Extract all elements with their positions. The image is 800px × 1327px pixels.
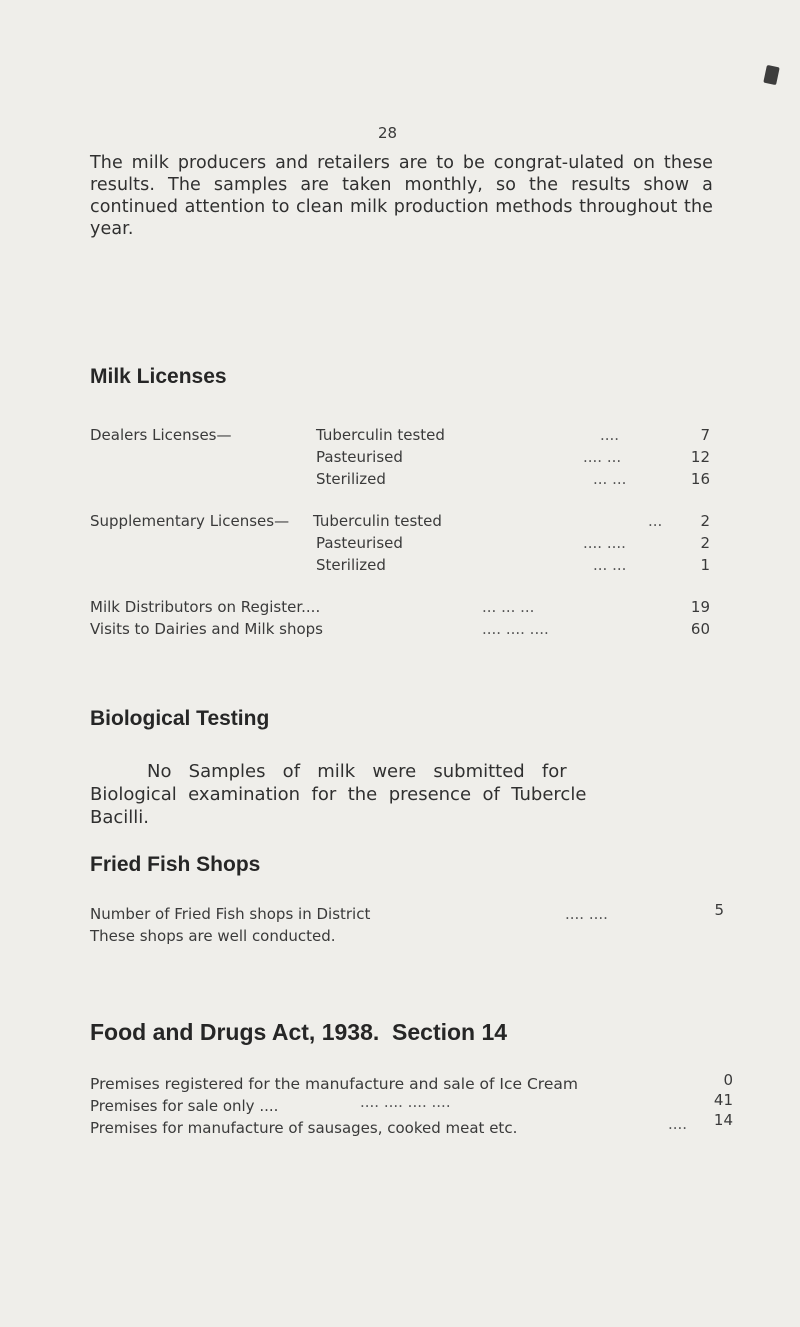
milk-licenses-heading: Milk Licenses [90,365,227,388]
supplementary-row-dots: ... [648,512,663,530]
supplementary-row-dots: .... .... [583,534,626,552]
dairy-visits-label: Visits to Dairies and Milk shops [90,620,323,638]
food-drugs-row-label: Premises for manufacture of sausages, cooked meat etc. [90,1119,518,1137]
fried-fish-count-label: Number of Fried Fish shops in District [90,905,371,923]
dairy-visits-value: 60 [690,620,710,638]
biological-testing-heading: Biological Testing [90,707,270,730]
biological-text-line: Biological examination for the presence of Tubercle [90,784,587,805]
dealers-row-label: Sterilized [316,470,386,488]
fried-fish-count-value: 5 [714,901,724,919]
corner-mark [763,65,779,85]
biological-text-line: No Samples of milk were submitted for [147,761,567,782]
supplementary-row-dots: ... ... [593,556,627,574]
page-number: 28 [378,124,398,142]
fried-fish-note: These shops are well conducted. [90,927,336,945]
food-drugs-row-value: 41 [713,1091,733,1109]
dealers-licenses-label: Dealers Licenses— [90,426,232,444]
intro-paragraph: The milk producers and retailers are to be congrat-ulated on these results. The samples are taken monthly, so the results show a continued attention to clean milk production methods throughout the year. [90,153,713,239]
dealers-row-dots: ... ... [593,470,627,488]
food-drugs-row-label: Premises for sale only .... [90,1097,279,1115]
supplementary-row-value: 2 [700,534,710,552]
supplementary-row-value: 2 [700,512,710,530]
biological-text-line: Bacilli. [90,807,150,828]
food-drugs-row-label: Premises registered for the manufacture and sale of Ice Cream [90,1075,578,1093]
dealers-row-value: 7 [700,426,710,444]
milk-distributors-label: Milk Distributors on Register.... [90,598,321,616]
milk-distributors-dots: ... ... ... [482,598,535,616]
dealers-row-label: Pasteurised [316,448,403,466]
food-drugs-row-dots: .... [668,1115,688,1133]
dealers-row-value: 12 [690,448,710,466]
supplementary-row-value: 1 [700,556,710,574]
dealers-row-dots: .... ... [583,448,622,466]
food-drugs-heading: Food and Drugs Act, 1938. Section 14 [90,1019,508,1045]
supplementary-licenses-label: Supplementary Licenses— [90,512,290,530]
dairy-visits-dots: .... .... .... [482,620,549,638]
food-drugs-row-value: 14 [713,1111,733,1129]
supplementary-row-label: Pasteurised [316,534,403,552]
dealers-row-dots: .... [600,426,620,444]
fried-fish-heading: Fried Fish Shops [90,853,261,876]
supplementary-row-label: Tuberculin tested [313,512,442,530]
dealers-row-label: Tuberculin tested [316,426,445,444]
dealers-row-value: 16 [690,470,710,488]
supplementary-row-label: Sterilized [316,556,386,574]
milk-distributors-value: 19 [690,598,710,616]
fried-fish-count-dots: .... .... [565,905,608,923]
food-drugs-row-value: 0 [723,1071,733,1089]
food-drugs-row-dots: .... .... .... .... [360,1093,451,1111]
